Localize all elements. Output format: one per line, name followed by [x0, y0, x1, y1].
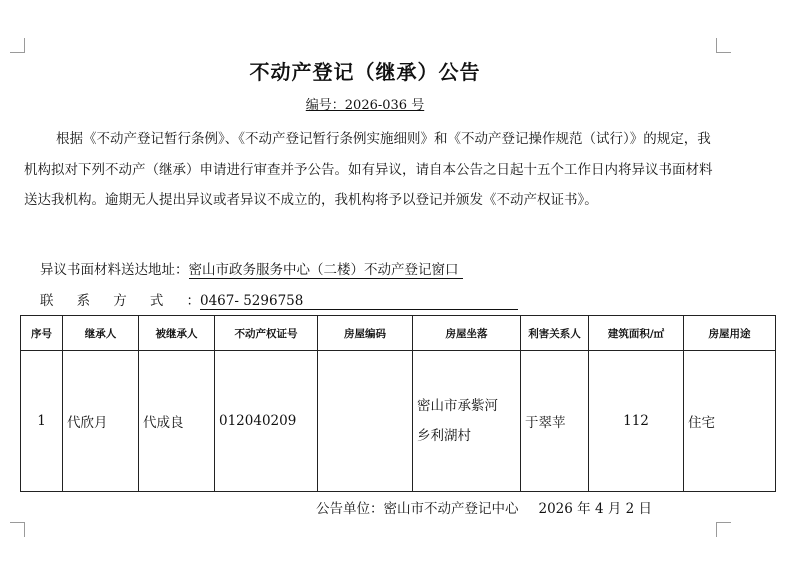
header-usage: 房屋用途: [684, 316, 776, 351]
cell-decedent: 代成良: [139, 351, 215, 492]
cell-usage: 住宅: [684, 351, 776, 492]
header-stakeholder: 利害关系人: [521, 316, 589, 351]
cell-heir: 代欣月: [63, 351, 139, 492]
notice-body: [24, 124, 724, 216]
cell-house-code: [318, 351, 413, 492]
cell-location-line1: 密山市承紫河: [417, 398, 498, 414]
page-corner-mark-bottom-right: [716, 522, 731, 537]
body-paragraph: 根据《不动产登记暂行条例》、《不动产登记暂行条例实施细则》和《不动产登记操作规范（试行）》的规定，我机构拟对下列不动产（继承）申请进行审查并予公告。如有异议，请自本公告之日起十五个工作日内将异议书面材料送达我机构。逾期无人提出异议或者异议不成立的，我机构将予以登记并颁发《不动产权证书》。: [24, 131, 713, 208]
cell-location: [413, 351, 521, 492]
document-number-text: 编号：2026-036 号: [305, 98, 425, 113]
header-area: 建筑面积/㎡: [589, 316, 684, 351]
header-heir: 继承人: [63, 316, 139, 351]
page-corner-mark-top-right: [716, 38, 731, 53]
page-corner-mark-bottom-left: [10, 522, 25, 537]
header-cert-no: 不动产权证号: [215, 316, 318, 351]
table-row: [21, 351, 776, 492]
objection-address-row: [40, 258, 463, 279]
page-corner-mark-top-left: [10, 38, 25, 53]
footer-issuer: 公告单位：密山市不动产登记中心: [316, 501, 519, 517]
contact-phone-label: 联系方式：: [40, 293, 200, 309]
cell-area: 112: [589, 351, 684, 492]
footer-date: 2026 年 4 月 2 日: [538, 501, 652, 517]
notice-footer: [316, 497, 652, 517]
header-seq: 序号: [21, 316, 63, 351]
table-header-row: [21, 316, 776, 351]
cell-seq: 1: [21, 351, 63, 492]
cell-stakeholder: 于翠苹: [521, 351, 589, 492]
objection-address-label: 异议书面材料送达地址：: [40, 262, 189, 278]
inheritance-table: [20, 315, 776, 492]
document-number: [0, 94, 730, 113]
header-house-code: 房屋编码: [318, 316, 413, 351]
cell-location-line2: 乡利湖村: [417, 428, 471, 444]
header-location: 房屋坐落: [413, 316, 521, 351]
notice-title: 不动产登记（继承）公告: [249, 60, 481, 84]
header-decedent: 被继承人: [139, 316, 215, 351]
contact-phone-value: 0467- 5296758: [200, 293, 518, 310]
contact-phone-row: [40, 289, 518, 310]
cell-cert-no: 012040209: [215, 351, 318, 492]
objection-address-value: 密山市政务服务中心（二楼）不动产登记窗口: [189, 262, 463, 279]
